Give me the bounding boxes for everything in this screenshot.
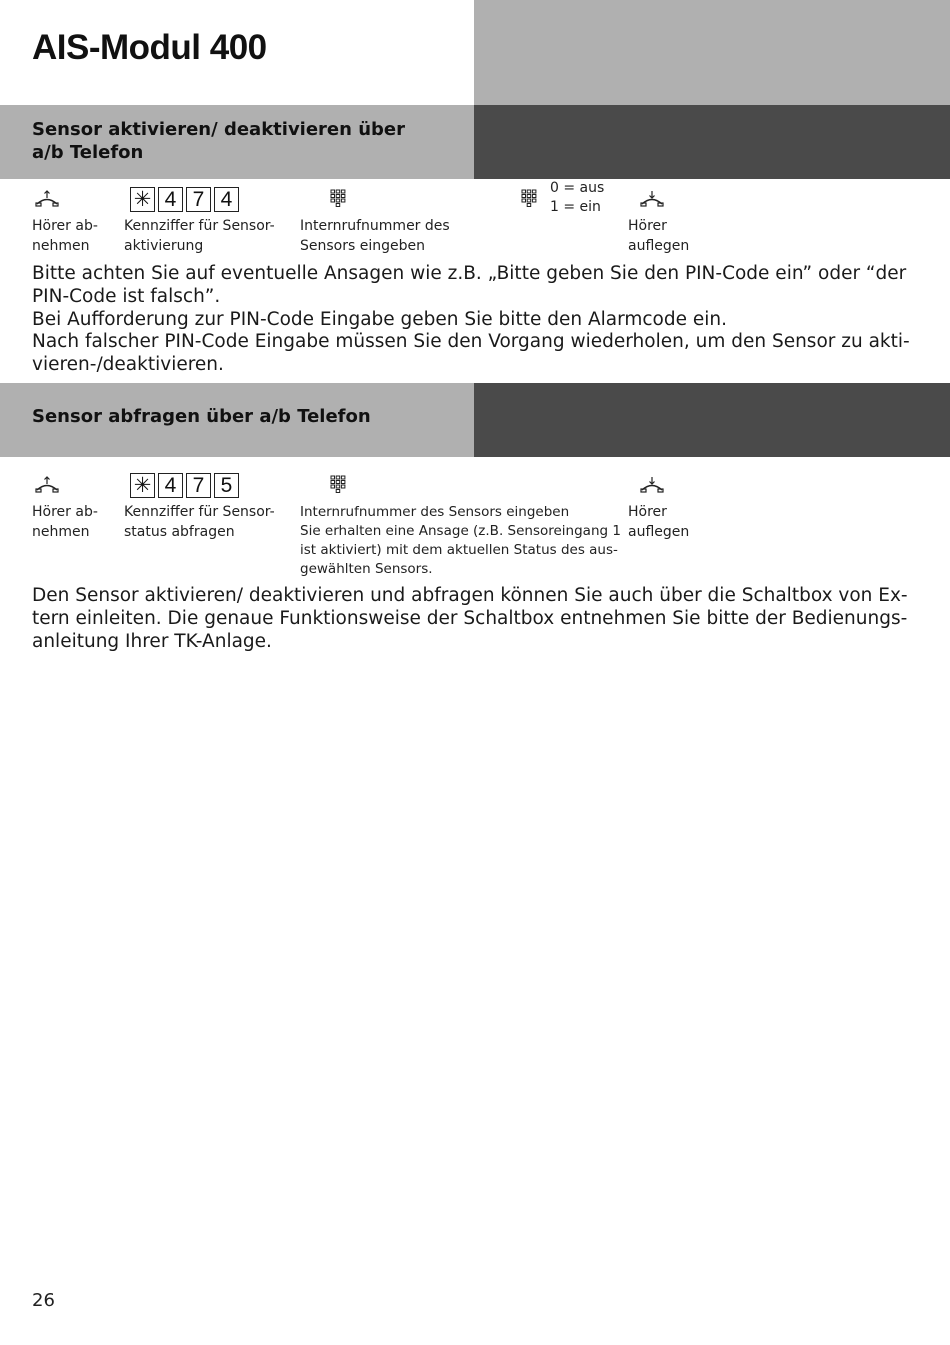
key-7: 7: [186, 473, 211, 498]
key-4b: 4: [214, 187, 239, 212]
step2-code-text: [124, 503, 275, 542]
section2-paragraph: [32, 585, 912, 653]
section1-paragraph-line: Bei Aufforderung zur PIN-Code Eingabe geben Sie bitte den Alarmcode ein.: [32, 308, 727, 330]
header-gray-band: [474, 0, 950, 105]
step-number-text: [300, 217, 450, 256]
step2-hangup-text: [628, 503, 689, 542]
page-title: AIS-Modul 400: [32, 28, 267, 67]
step-code-line2: aktivierung: [124, 237, 204, 254]
step-code-line1: Kennziffer für Sensor-: [124, 218, 275, 234]
code-keys-474: [130, 187, 239, 212]
step2-hangup-line1: Hörer: [628, 504, 667, 520]
keypad-icon: [521, 189, 537, 211]
step-lift-text: [32, 217, 98, 256]
step2-number-text: [300, 503, 625, 579]
onoff-line-on: 1 = ein: [550, 199, 601, 215]
step2-number-line: Internrufnummer des Sensors eingeben: [300, 504, 570, 520]
step-hangup-text: [628, 217, 689, 256]
code-keys-475: [130, 473, 239, 498]
keypad-icon: [330, 189, 346, 211]
page-number: 26: [32, 1290, 55, 1311]
section1-title-line2: a/b Telefon: [32, 142, 144, 163]
section1-paragraph-line: PIN-Code ist falsch”.: [32, 285, 221, 307]
step-hangup-line1: Hörer: [628, 218, 667, 234]
step-lift-line1: Hörer ab-: [32, 218, 98, 234]
section2-paragraph-line: anleitung Ihrer TK-Anlage.: [32, 630, 272, 652]
section2-paragraph-line: Den Sensor aktivieren/ deaktivieren und abfragen können Sie auch über die Schaltbox von Ex-: [32, 585, 908, 606]
step-number-line1: Internrufnummer des: [300, 218, 450, 234]
section1-title-line1: Sensor aktivieren/ deaktivieren über: [32, 119, 405, 140]
handset-lift-icon: [35, 476, 59, 494]
step-code-text: [124, 217, 275, 256]
section2-header-dark-band: [474, 383, 950, 457]
section1-header-dark-band: [474, 105, 950, 179]
step2-number-line: Sie erhalten eine Ansage (z.B. Sensoreingang 1: [300, 523, 621, 539]
step-number-line2: Sensors eingeben: [300, 237, 425, 254]
handset-hangup-icon: [640, 476, 664, 494]
key-5: 5: [214, 473, 239, 498]
key-7: 7: [186, 187, 211, 212]
onoff-line-off: 0 = aus: [550, 180, 605, 196]
section2-paragraph-line: tern einleiten. Die genaue Funktionsweise der Schaltbox entnehmen Sie bitte der Bedienungs-: [32, 607, 908, 629]
step2-number-line: gewählten Sensors.: [300, 561, 433, 577]
step2-number-line: ist aktiviert) mit dem aktuellen Status des aus-: [300, 542, 618, 558]
step2-lift-line2: nehmen: [32, 523, 90, 540]
handset-lift-icon: [35, 190, 59, 208]
key-star: ✳: [130, 187, 155, 212]
step2-code-line1: Kennziffer für Sensor-: [124, 504, 275, 520]
step2-lift-line1: Hörer ab-: [32, 504, 98, 520]
section1-paragraph-line: Nach falscher PIN-Code Eingabe müssen Sie den Vorgang wiederholen, um den Sensor zu akti-: [32, 331, 910, 353]
step-hangup-line2: auflegen: [628, 237, 690, 254]
step-lift-line2: nehmen: [32, 237, 90, 254]
handset-hangup-icon: [640, 190, 664, 208]
step2-code-line2: status abfragen: [124, 523, 235, 540]
step-onoff-text: [550, 179, 604, 217]
step2-hangup-line2: auflegen: [628, 523, 690, 540]
key-4: 4: [158, 473, 183, 498]
section1-paragraph: [32, 263, 912, 377]
key-4: 4: [158, 187, 183, 212]
key-star: ✳: [130, 473, 155, 498]
section1-paragraph-line: vieren-/deaktivieren.: [32, 354, 224, 376]
section2-title: Sensor abfragen über a/b Telefon: [32, 406, 371, 427]
keypad-icon: [330, 475, 346, 497]
section1-paragraph-line: Bitte achten Sie auf eventuelle Ansagen wie z.B. „Bitte geben Sie den PIN-Code ein” oder “der: [32, 263, 907, 284]
step2-lift-text: [32, 503, 98, 542]
section1-title: [32, 118, 405, 164]
